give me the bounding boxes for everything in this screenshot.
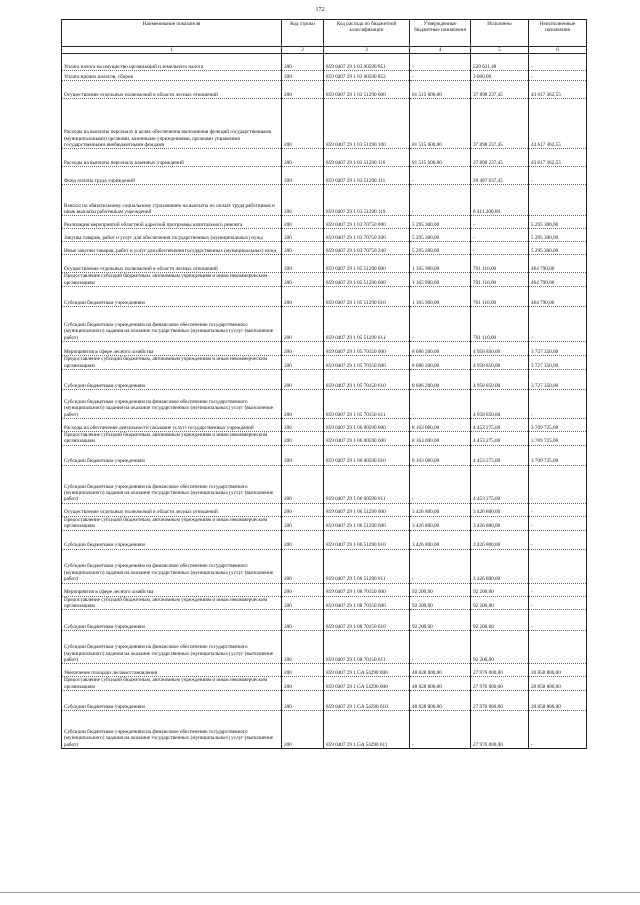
- row-classification-code: 859 0407 29 1 05 70150 600: [324, 356, 410, 370]
- table-row: [62, 229, 587, 242]
- column-number: 5: [471, 47, 529, 54]
- row-approved-amount: -: [410, 71, 471, 81]
- row-indicator-name: Предоставление субсидий бюджетным, автономным учреждениям и иным некоммерческим организациям: [62, 596, 282, 610]
- row-approved-amount: 8 686 200,00: [410, 370, 471, 390]
- row-executed-amount: 92 200,00: [471, 610, 529, 631]
- row-approved-amount: -: [410, 465, 471, 503]
- table-row: [62, 242, 587, 255]
- row-indicator-name: Предоставление субсидий бюджетным, автономным учреждениям и иным некоммерческим организациям: [62, 516, 282, 530]
- table-row: [62, 185, 587, 216]
- row-line-code: 200: [282, 342, 324, 356]
- row-line-code: 200: [282, 503, 324, 516]
- row-classification-code: 859 0407 29 1 03 51290 111: [324, 167, 410, 185]
- header-line-code: Код строки: [282, 20, 324, 47]
- table-row: [62, 596, 587, 610]
- row-indicator-name: Субсидии бюджетным учреждениям: [62, 610, 282, 631]
- row-approved-amount: 81 515 600,00: [410, 149, 471, 167]
- row-unexecuted-amount: 464 790,00: [529, 287, 587, 307]
- row-classification-code: 859 0407 29 1 GA 54290 611: [324, 711, 410, 749]
- row-indicator-name: Уплата прочих налогов, сборов: [62, 71, 282, 81]
- table-row: [62, 149, 587, 167]
- row-unexecuted-amount: 43 617 362,55: [529, 81, 587, 99]
- row-executed-amount: 27 970 000,00: [471, 711, 529, 749]
- row-unexecuted-amount: -: [529, 549, 587, 583]
- row-executed-amount: 37 898 237,45: [471, 149, 529, 167]
- row-executed-amount: 4 453 275,00: [471, 465, 529, 503]
- row-approved-amount: -: [410, 185, 471, 216]
- row-executed-amount: 701 110,00: [471, 287, 529, 307]
- row-executed-amount: 520 631,48: [471, 54, 529, 71]
- row-approved-amount: -: [410, 549, 471, 583]
- table-row: [62, 631, 587, 664]
- row-executed-amount: 3 426 800,00: [471, 549, 529, 583]
- row-executed-amount: -: [471, 216, 529, 229]
- row-classification-code: 859 0407 29 1 03 51290 000: [324, 81, 410, 99]
- row-classification-code: 859 0407 29 1 08 70150 000: [324, 583, 410, 596]
- column-number-row: [62, 47, 587, 54]
- row-executed-amount: 701 110,00: [471, 307, 529, 342]
- row-line-code: 200: [282, 185, 324, 216]
- row-approved-amount: -: [410, 307, 471, 342]
- row-classification-code: 859 0407 29 1 06 51290 600: [324, 516, 410, 530]
- row-indicator-name: Взносы по обязательному социальному страхованию на выплаты по оплате труда работников и иные выплаты работникам учреждений: [62, 185, 282, 216]
- page-number: 172: [315, 7, 325, 13]
- table-row: [62, 370, 587, 390]
- table-row: [62, 167, 587, 185]
- row-indicator-name: Осуществление отдельных полномочий в области лесных отношений: [62, 503, 282, 516]
- row-classification-code: 859 0407 29 1 GA 54290 610: [324, 691, 410, 711]
- row-indicator-name: Мероприятия в сфере лесного хозяйства: [62, 583, 282, 596]
- row-executed-amount: 4 453 275,00: [471, 432, 529, 446]
- row-indicator-name: Субсидии бюджетным учреждениям на финансовое обеспечение государственного (муниципального) задания на оказание государственных (муниципальных) услуг (выполнение работ): [62, 711, 282, 749]
- row-approved-amount: 92 200,00: [410, 596, 471, 610]
- row-classification-code: 859 0407 29 1 05 70150 000: [324, 342, 410, 356]
- row-indicator-name: Расходы на выплаты персоналу казенных учреждений: [62, 149, 282, 167]
- row-line-code: 200: [282, 691, 324, 711]
- row-classification-code: 859 0407 29 1 06 00590 610: [324, 445, 410, 465]
- column-number: 1: [62, 47, 282, 54]
- row-unexecuted-amount: 3 709 725,00: [529, 432, 587, 446]
- row-classification-code: 859 0407 29 1 05 51290 610: [324, 287, 410, 307]
- table-row: [62, 81, 587, 99]
- row-line-code: 200: [282, 167, 324, 185]
- row-unexecuted-amount: -: [529, 307, 587, 342]
- table-row: [62, 356, 587, 370]
- row-executed-amount: 4 958 850,00: [471, 390, 529, 419]
- budget-execution-table: [61, 19, 587, 749]
- row-unexecuted-amount: 3 727 350,00: [529, 356, 587, 370]
- row-unexecuted-amount: 5 295 300,00: [529, 229, 587, 242]
- row-line-code: 200: [282, 99, 324, 149]
- row-approved-amount: 5 295 300,00: [410, 229, 471, 242]
- row-classification-code: 859 0407 29 1 03 00590 851: [324, 54, 410, 71]
- table-row: [62, 71, 587, 81]
- table-row: [62, 503, 587, 516]
- row-executed-amount: 29 487 037,45: [471, 167, 529, 185]
- row-unexecuted-amount: 20 858 800,00: [529, 664, 587, 677]
- row-executed-amount: 4 958 850,00: [471, 356, 529, 370]
- row-unexecuted-amount: 3 727 350,00: [529, 370, 587, 390]
- row-unexecuted-amount: 43 617 362,55: [529, 99, 587, 149]
- row-indicator-name: Мероприятия в сфере лесного хозяйства: [62, 342, 282, 356]
- table-row: [62, 445, 587, 465]
- row-indicator-name: Реализация мероприятий областной адресной программы капитального ремонта: [62, 216, 282, 229]
- row-executed-amount: 3 426 800,00: [471, 503, 529, 516]
- row-unexecuted-amount: 20 858 800,00: [529, 691, 587, 711]
- row-executed-amount: 701 110,00: [471, 273, 529, 287]
- row-executed-amount: 92 200,00: [471, 583, 529, 596]
- row-indicator-name: Субсидии бюджетным учреждениям на финансовое обеспечение государственного (муниципального) задания на оказание государственных (муниципальных) услуг (выполнение работ): [62, 549, 282, 583]
- row-indicator-name: Закупка товаров, работ и услуг для обеспечения государственных (муниципальных) нужд: [62, 229, 282, 242]
- row-unexecuted-amount: 3 709 725,00: [529, 419, 587, 432]
- row-approved-amount: 1 165 900,00: [410, 287, 471, 307]
- row-executed-amount: 92 200,00: [471, 631, 529, 664]
- row-approved-amount: 92 200,00: [410, 610, 471, 631]
- table-row: [62, 711, 587, 749]
- row-unexecuted-amount: -: [529, 167, 587, 185]
- row-line-code: 200: [282, 54, 324, 71]
- row-approved-amount: 1 165 900,00: [410, 273, 471, 287]
- row-line-code: 200: [282, 390, 324, 419]
- row-executed-amount: 3 426 800,00: [471, 516, 529, 530]
- row-approved-amount: 1 165 900,00: [410, 255, 471, 273]
- row-indicator-name: Субсидии бюджетным учреждениям на финансовое обеспечение государственного (муниципального) задания на оказание государственных (муниципальных) услуг (выполнение работ): [62, 631, 282, 664]
- table-row: [62, 530, 587, 549]
- row-unexecuted-amount: -: [529, 465, 587, 503]
- row-classification-code: 859 0407 29 1 03 00590 852: [324, 71, 410, 81]
- row-approved-amount: 81 515 600,00: [410, 81, 471, 99]
- row-classification-code: 859 0407 29 1 03 51290 100: [324, 99, 410, 149]
- row-classification-code: 859 0407 29 1 06 00590 600: [324, 432, 410, 446]
- row-line-code: 200: [282, 307, 324, 342]
- column-number: 6: [529, 47, 587, 54]
- row-indicator-name: Субсидии бюджетным учреждениям: [62, 287, 282, 307]
- row-line-code: 200: [282, 677, 324, 691]
- row-classification-code: 859 0407 29 1 03 70750 000: [324, 216, 410, 229]
- row-classification-code: 859 0407 29 1 05 51290 000: [324, 255, 410, 273]
- row-classification-code: 859 0407 29 1 05 51290 600: [324, 273, 410, 287]
- row-classification-code: 859 0407 29 1 06 00590 611: [324, 465, 410, 503]
- row-executed-amount: 4 958 850,00: [471, 342, 529, 356]
- row-classification-code: 859 0407 29 1 03 51290 110: [324, 149, 410, 167]
- row-classification-code: 859 0407 29 1 GA 54290 000: [324, 664, 410, 677]
- header-approved: Утвержденные бюджетные назначения: [410, 20, 471, 47]
- row-line-code: 200: [282, 216, 324, 229]
- table-body: [62, 54, 587, 749]
- row-indicator-name: Увеличение площади лесовосстановления: [62, 664, 282, 677]
- row-classification-code: 859 0407 29 1 03 51290 119: [324, 185, 410, 216]
- row-line-code: 200: [282, 370, 324, 390]
- row-line-code: 200: [282, 71, 324, 81]
- row-classification-code: 859 0407 29 1 06 00590 000: [324, 419, 410, 432]
- row-indicator-name: Субсидии бюджетным учреждениям: [62, 691, 282, 711]
- table-row: [62, 216, 587, 229]
- table-row: [62, 390, 587, 419]
- header-executed: Исполнено: [471, 20, 529, 47]
- row-approved-amount: 8 163 000,00: [410, 419, 471, 432]
- row-unexecuted-amount: -: [529, 610, 587, 631]
- row-approved-amount: 48 828 800,00: [410, 664, 471, 677]
- table-row: [62, 419, 587, 432]
- row-indicator-name: Субсидии бюджетным учреждениям: [62, 530, 282, 549]
- row-approved-amount: 3 426 800,00: [410, 516, 471, 530]
- row-approved-amount: -: [410, 711, 471, 749]
- row-approved-amount: 8 163 000,00: [410, 445, 471, 465]
- row-indicator-name: Расходы на выплаты персоналу в целях обеспечения выполнения функций государственными (муниципальными) органами, казенными учреждениями, органами управления государственными внебюджетными фондами: [62, 99, 282, 149]
- row-approved-amount: 5 295 300,00: [410, 242, 471, 255]
- table-row: [62, 255, 587, 273]
- row-executed-amount: 37 898 237,45: [471, 81, 529, 99]
- row-line-code: 200: [282, 273, 324, 287]
- row-classification-code: 859 0407 29 1 03 70750 200: [324, 229, 410, 242]
- row-unexecuted-amount: 3 709 725,00: [529, 445, 587, 465]
- header-indicator-name: Наименование показателя: [62, 20, 282, 47]
- row-indicator-name: Субсидии бюджетным учреждениям на финансовое обеспечение государственного (муниципального) задания на оказание государственных (муниципальных) услуг (выполнение работ): [62, 465, 282, 503]
- row-approved-amount: 48 828 800,00: [410, 677, 471, 691]
- row-indicator-name: Предоставление субсидий бюджетным, автономным учреждениям и иным некоммерческим организациям: [62, 273, 282, 287]
- row-unexecuted-amount: 464 790,00: [529, 255, 587, 273]
- table-row: [62, 677, 587, 691]
- table-row: [62, 273, 587, 287]
- row-unexecuted-amount: 20 858 800,00: [529, 677, 587, 691]
- row-indicator-name: Субсидии бюджетным учреждениям на финансовое обеспечение государственного (муниципального) задания на оказание государственных (муниципальных) услуг (выполнение работ): [62, 390, 282, 419]
- row-unexecuted-amount: -: [529, 503, 587, 516]
- row-line-code: 200: [282, 432, 324, 446]
- row-line-code: 200: [282, 287, 324, 307]
- table-row: [62, 610, 587, 631]
- column-number: 4: [410, 47, 471, 54]
- table-row: [62, 516, 587, 530]
- row-line-code: 200: [282, 549, 324, 583]
- row-executed-amount: 27 970 000,00: [471, 691, 529, 711]
- header-classification-code: Код расхода по бюджетной классификации: [324, 20, 410, 47]
- row-line-code: 200: [282, 516, 324, 530]
- row-line-code: 200: [282, 149, 324, 167]
- row-executed-amount: 3 000,00: [471, 71, 529, 81]
- row-executed-amount: 8 411 200,00: [471, 185, 529, 216]
- row-indicator-name: Субсидии бюджетным учреждениям на финансовое обеспечение государственного (муниципального) задания на оказание государственных (муниципальных) услуг (выполнение работ): [62, 307, 282, 342]
- row-classification-code: 859 0407 29 1 06 51290 611: [324, 549, 410, 583]
- row-line-code: 200: [282, 631, 324, 664]
- row-unexecuted-amount: 5 295 300,00: [529, 242, 587, 255]
- row-line-code: 200: [282, 229, 324, 242]
- table-row: [62, 342, 587, 356]
- row-approved-amount: 3 426 800,00: [410, 503, 471, 516]
- row-line-code: 200: [282, 530, 324, 549]
- row-unexecuted-amount: -: [529, 711, 587, 749]
- row-line-code: 200: [282, 610, 324, 631]
- header-unexecuted: Неисполненные назначения: [529, 20, 587, 47]
- row-indicator-name: Иные закупки товаров, работ и услуг для обеспечения государственных (муниципальных) нужд: [62, 242, 282, 255]
- row-indicator-name: Осуществление отдельных полномочий в области лесных отношений: [62, 255, 282, 273]
- row-line-code: 200: [282, 583, 324, 596]
- row-unexecuted-amount: 3 727 350,00: [529, 342, 587, 356]
- row-unexecuted-amount: -: [529, 54, 587, 71]
- row-classification-code: 859 0407 29 1 08 70150 610: [324, 610, 410, 631]
- row-unexecuted-amount: 43 617 362,55: [529, 149, 587, 167]
- row-line-code: 200: [282, 356, 324, 370]
- column-number: 2: [282, 47, 324, 54]
- row-executed-amount: 27 970 000,00: [471, 664, 529, 677]
- row-executed-amount: 4 958 850,00: [471, 370, 529, 390]
- row-executed-amount: 92 200,00: [471, 596, 529, 610]
- row-indicator-name: Предоставление субсидий бюджетным, автономным учреждениям и иным некоммерческим организациям: [62, 677, 282, 691]
- row-line-code: 200: [282, 242, 324, 255]
- table-row: [62, 287, 587, 307]
- row-unexecuted-amount: -: [529, 596, 587, 610]
- row-approved-amount: -: [410, 167, 471, 185]
- row-indicator-name: Предоставление субсидий бюджетным, автономным учреждениям и иным некоммерческим организациям: [62, 356, 282, 370]
- row-approved-amount: 3 426 800,00: [410, 530, 471, 549]
- row-unexecuted-amount: 464 790,00: [529, 273, 587, 287]
- column-number: 3: [324, 47, 410, 54]
- table-row: [62, 583, 587, 596]
- row-line-code: 200: [282, 711, 324, 749]
- table-row: [62, 99, 587, 149]
- row-executed-amount: -: [471, 229, 529, 242]
- row-unexecuted-amount: 5 295 300,00: [529, 216, 587, 229]
- row-classification-code: 859 0407 29 1 05 70150 611: [324, 390, 410, 419]
- table-row: [62, 307, 587, 342]
- row-classification-code: 859 0407 29 1 05 51290 611: [324, 307, 410, 342]
- row-approved-amount: -: [410, 631, 471, 664]
- row-executed-amount: 3 426 800,00: [471, 530, 529, 549]
- row-executed-amount: 4 453 275,00: [471, 419, 529, 432]
- row-classification-code: 859 0407 29 1 08 70150 600: [324, 596, 410, 610]
- table-row: [62, 664, 587, 677]
- row-line-code: 200: [282, 664, 324, 677]
- table-row: [62, 432, 587, 446]
- row-line-code: 200: [282, 465, 324, 503]
- row-executed-amount: -: [471, 242, 529, 255]
- row-indicator-name: Уплата налога на имущество организаций и земельного налога: [62, 54, 282, 71]
- row-line-code: 200: [282, 81, 324, 99]
- row-classification-code: 859 0407 29 1 06 51290 000: [324, 503, 410, 516]
- table-row: [62, 691, 587, 711]
- table-row: [62, 54, 587, 71]
- row-indicator-name: Осуществление отдельных полномочий в области лесных отношений: [62, 81, 282, 99]
- row-indicator-name: Субсидии бюджетным учреждениям: [62, 370, 282, 390]
- row-approved-amount: -: [410, 390, 471, 419]
- row-unexecuted-amount: -: [529, 516, 587, 530]
- row-indicator-name: Предоставление субсидий бюджетным, автономным учреждениям и иным некоммерческим организациям: [62, 432, 282, 446]
- row-line-code: 200: [282, 419, 324, 432]
- row-executed-amount: 37 898 237,45: [471, 99, 529, 149]
- row-line-code: 200: [282, 255, 324, 273]
- row-executed-amount: 4 453 275,00: [471, 445, 529, 465]
- header-row: [62, 20, 587, 47]
- row-line-code: 200: [282, 445, 324, 465]
- row-classification-code: 859 0407 29 1 06 51290 610: [324, 530, 410, 549]
- row-classification-code: 859 0407 29 1 08 70150 611: [324, 631, 410, 664]
- row-unexecuted-amount: -: [529, 631, 587, 664]
- row-executed-amount: 27 970 000,00: [471, 677, 529, 691]
- row-executed-amount: 701 110,00: [471, 255, 529, 273]
- row-approved-amount: -: [410, 54, 471, 71]
- row-unexecuted-amount: -: [529, 583, 587, 596]
- row-approved-amount: 48 828 800,00: [410, 691, 471, 711]
- row-line-code: 200: [282, 596, 324, 610]
- row-unexecuted-amount: -: [529, 71, 587, 81]
- row-approved-amount: 5 295 300,00: [410, 216, 471, 229]
- table-row: [62, 549, 587, 583]
- row-unexecuted-amount: -: [529, 530, 587, 549]
- row-classification-code: 859 0407 29 1 05 70150 610: [324, 370, 410, 390]
- row-classification-code: 859 0407 29 1 03 70750 240: [324, 242, 410, 255]
- row-classification-code: 859 0407 29 1 GA 54290 600: [324, 677, 410, 691]
- row-approved-amount: 8 686 200,00: [410, 342, 471, 356]
- row-approved-amount: 8 163 000,00: [410, 432, 471, 446]
- row-indicator-name: Фонд оплаты труда учреждений: [62, 167, 282, 185]
- row-indicator-name: Расходы на обеспечение деятельности (оказание услуг) государственных учреждений: [62, 419, 282, 432]
- page-bottom-rule: [0, 892, 640, 893]
- row-unexecuted-amount: -: [529, 390, 587, 419]
- row-indicator-name: Субсидии бюджетным учреждениям: [62, 445, 282, 465]
- table-row: [62, 465, 587, 503]
- row-approved-amount: 8 686 200,00: [410, 356, 471, 370]
- row-unexecuted-amount: -: [529, 185, 587, 216]
- row-approved-amount: 92 200,00: [410, 583, 471, 596]
- row-approved-amount: 81 515 600,00: [410, 99, 471, 149]
